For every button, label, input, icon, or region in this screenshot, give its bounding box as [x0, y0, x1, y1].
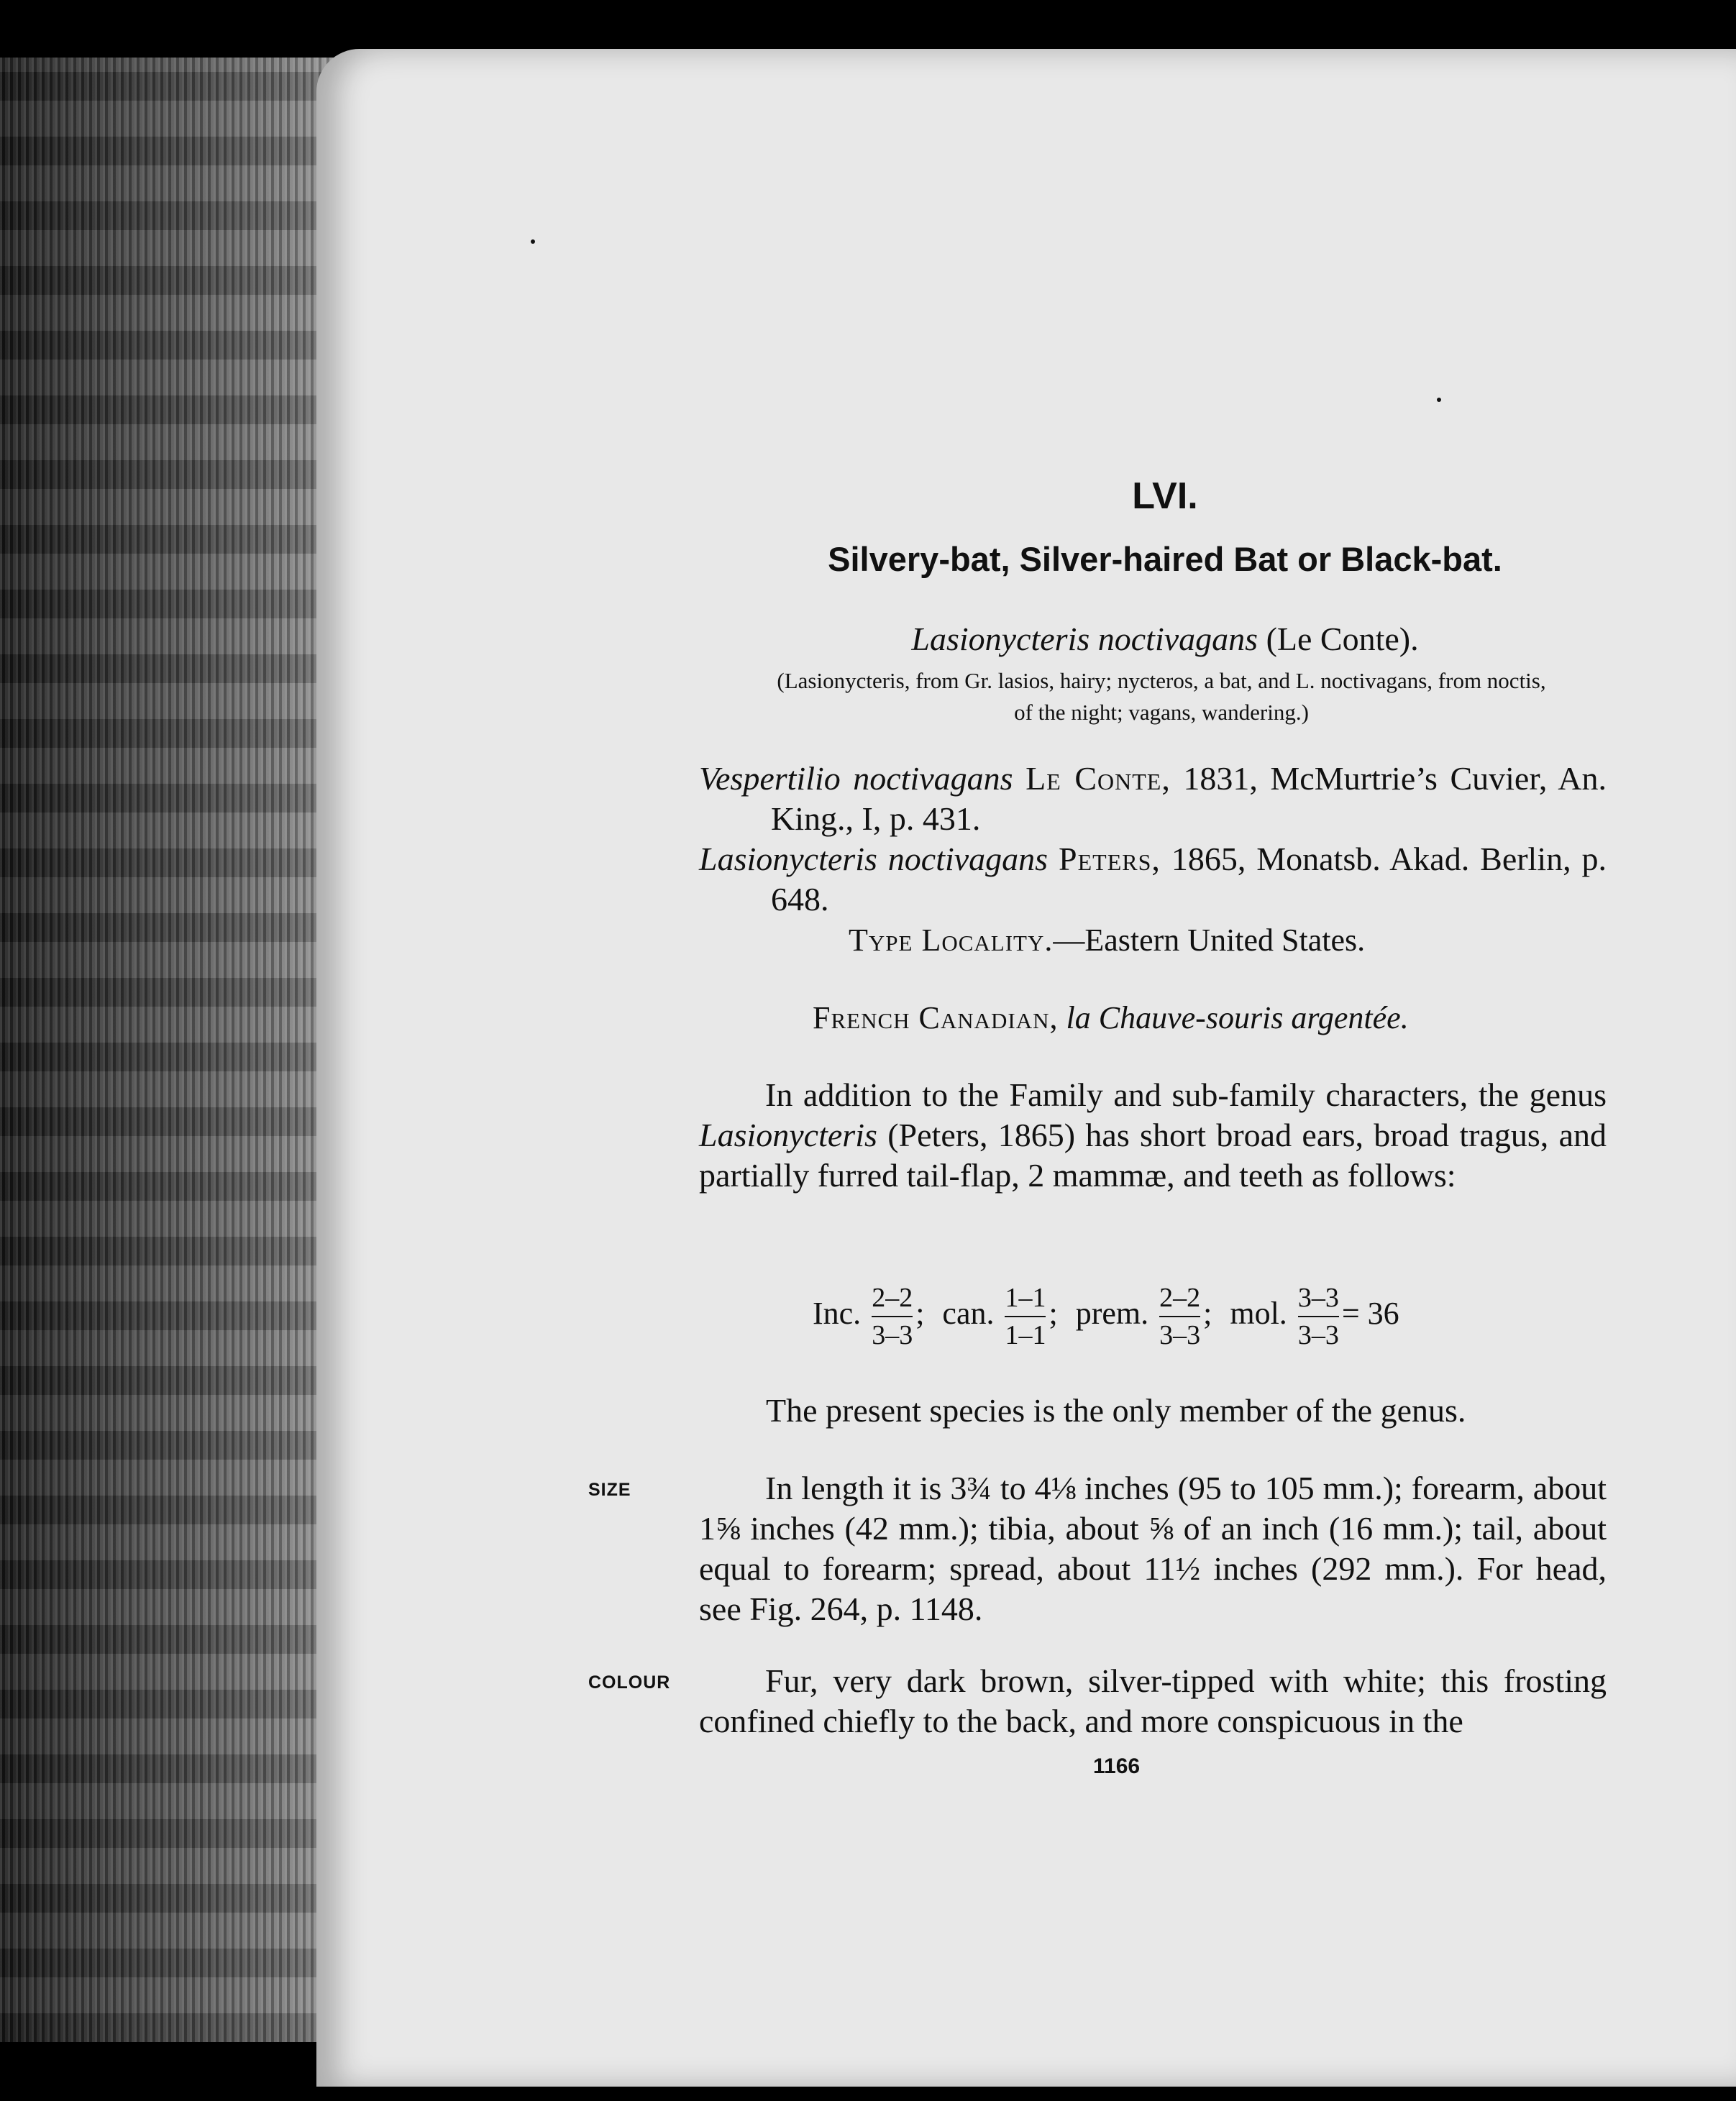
formula-separator: ; — [915, 1296, 925, 1332]
species-title: Silvery-bat, Silver-haired Bat or Black-bat. — [828, 540, 1502, 578]
french-name — [813, 999, 1409, 1036]
colour-paragraph: Fur, very dark brown, silver-tipped with white; this frosting confined chiefly to the back, and more conspicuous in the — [699, 1662, 1607, 1739]
synonym-entry — [699, 759, 1607, 839]
page-number: 1166 — [1093, 1754, 1141, 1778]
genus-paragraph-text: (Peters, 1865) has short broad ears, broad tragus, and partially furred tail-flap, 2 mammæ, and teeth as follows: — [699, 1117, 1607, 1194]
etymology-line-2: of the night; vagans, wandering.) — [1014, 700, 1309, 725]
formula-label: can. — [942, 1296, 995, 1332]
formula-label: prem. — [1075, 1296, 1149, 1332]
formula-term — [813, 1280, 924, 1353]
formula-term — [1230, 1280, 1399, 1353]
type-locality — [849, 922, 1365, 958]
type-locality-label: Type Locality. — [849, 923, 1054, 958]
etymology-line-1: (Lasionycteris, from Gr. lasios, hairy; nycteros, a bat, and L. noctivagans, from noctis, — [777, 668, 1546, 693]
formula-fraction — [1159, 1280, 1200, 1353]
genus-paragraph-text: In addition to the Family and sub-family characters, the genus — [765, 1076, 1607, 1113]
formula-label: mol. — [1230, 1296, 1287, 1332]
genus-name: Lasionycteris — [699, 1117, 877, 1153]
book-fore-edge — [0, 58, 338, 2042]
size-paragraph: In length it is 3¾ to 4⅛ inches (95 to 105 mm.); forearm, about 1⅝ inches (42 mm.); tibia, about ⅝ of an inch (16 mm.); tail, about equal to forearm; spread, about 11½ inches (292 mm.). For head, see Fig. 264, p. 1148. — [699, 1470, 1607, 1627]
synonym-entry — [699, 839, 1607, 920]
numerator: 2–2 — [1159, 1280, 1200, 1317]
formula-fraction — [872, 1280, 913, 1353]
synonym-author: Peters, — [1059, 841, 1161, 877]
denominator: 3–3 — [872, 1320, 913, 1350]
dental-formula — [813, 1280, 1532, 1353]
denominator: 3–3 — [1159, 1320, 1201, 1350]
formula-separator: ; — [1203, 1296, 1212, 1332]
genus-paragraph — [699, 1075, 1607, 1196]
numerator: 1–1 — [1005, 1280, 1046, 1317]
speck — [1437, 398, 1441, 402]
type-locality-value: —Eastern United States. — [1053, 923, 1366, 958]
synonym-name: Lasionycteris noctivagans — [699, 841, 1049, 877]
numerator: 3–3 — [1298, 1280, 1339, 1317]
formula-fraction — [1005, 1280, 1046, 1353]
denominator: 1–1 — [1005, 1320, 1046, 1350]
formula-fraction — [1298, 1280, 1339, 1353]
chapter-number: LVI. — [1132, 475, 1198, 517]
numerator: 2–2 — [872, 1280, 913, 1317]
scientific-name: Lasionycteris noctivagans — [911, 621, 1258, 657]
speck — [531, 239, 535, 244]
synonym-author: Le Conte, — [1025, 760, 1171, 797]
formula-separator: ; — [1049, 1296, 1058, 1332]
etymology — [698, 665, 1625, 728]
formula-total: = 36 — [1341, 1296, 1399, 1332]
margin-label-colour: COLOUR — [588, 1672, 671, 1693]
only-member-sentence: The present species is the only member of the genus. — [766, 1392, 1466, 1429]
formula-term — [1076, 1280, 1212, 1353]
scientific-author: (Le Conte). — [1266, 621, 1419, 657]
margin-label-size: SIZE — [588, 1480, 631, 1500]
french-value: la Chauve-souris argentée. — [1066, 1000, 1409, 1035]
synonym-name: Vespertilio noctivagans — [699, 760, 1013, 797]
synonym-reference: 1831, McMurtrie’s Cuvier, An. King., I, p. 431. — [771, 760, 1607, 837]
denominator: 3–3 — [1297, 1320, 1339, 1350]
synonym-reference: 1865, Monatsb. Akad. Berlin, p. 648. — [771, 841, 1607, 917]
french-label: French Canadian, — [813, 1000, 1059, 1035]
formula-label: Inc. — [813, 1296, 862, 1332]
page-sheet — [316, 49, 1736, 2087]
scientific-name-line — [719, 620, 1611, 658]
formula-term — [942, 1280, 1057, 1353]
